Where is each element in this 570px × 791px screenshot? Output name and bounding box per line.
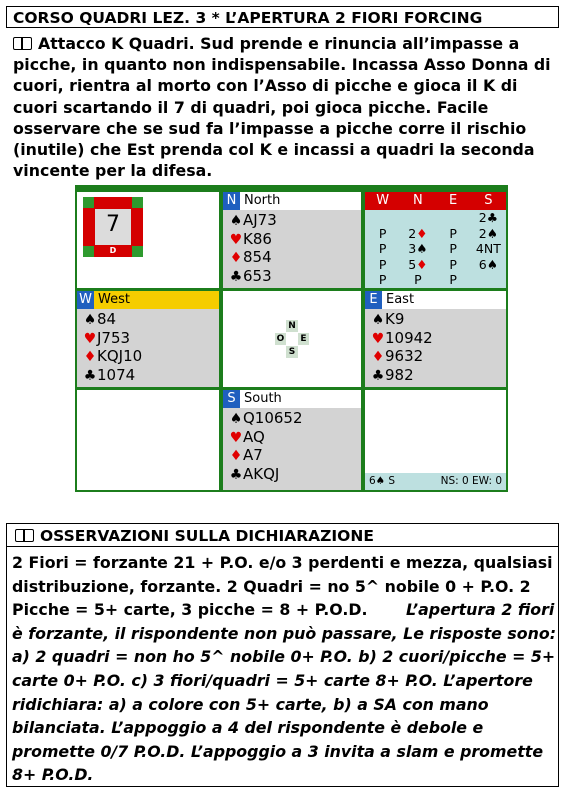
- play-description: [13, 33, 563, 181]
- west-hearts: ♥J753: [83, 328, 131, 347]
- north-seat-badge: N: [223, 192, 240, 210]
- bridge-board: [75, 185, 508, 492]
- east-hand: [365, 291, 506, 387]
- diamond-icon: ♦: [229, 448, 243, 464]
- south-clubs: ♣AKQJ: [229, 464, 280, 483]
- club-icon: ♣: [371, 367, 385, 384]
- west-spades: ♠84: [83, 310, 117, 328]
- heart-icon: ♥: [229, 429, 243, 446]
- bid-round: P 5♦ P 6♠: [378, 256, 498, 272]
- heart-icon: ♥: [371, 330, 385, 347]
- south-name: South: [244, 391, 282, 406]
- west-name: West: [98, 292, 130, 307]
- lesson-title: CORSO QUADRI LEZ. 3 * L’APERTURA 2 FIORI FORCING: [6, 6, 559, 28]
- observations-title-text: OSSERVAZIONI SULLA DICHIARAZIONE: [40, 527, 374, 545]
- north-hand: [223, 192, 361, 288]
- east-seat-badge: E: [365, 291, 382, 309]
- south-hand: [223, 390, 361, 490]
- table-center: [223, 291, 361, 387]
- heart-icon: ♥: [83, 330, 97, 347]
- south-spades: ♠Q10652: [229, 409, 303, 427]
- east-clubs: ♣982: [371, 365, 414, 384]
- observations-plain: 2 Fiori = forzante 21 + P.O. e/o 3 perdenti e mezza, qualsiasi distribuzione, forzante. 2 Quadri = no 5^ nobile 0 + P.O. 2 Picche = 5+ carte, 3 picche = 8 + P.O.D.: [12, 553, 553, 620]
- observations-title: [6, 523, 559, 547]
- book-icon: [13, 37, 32, 50]
- east-name: East: [386, 292, 415, 307]
- east-header: [365, 291, 506, 309]
- observations-text: [12, 551, 557, 787]
- dealer-marker: D: [109, 246, 117, 255]
- club-icon: ♣: [229, 466, 243, 483]
- west-seat-badge: W: [77, 291, 94, 309]
- north-clubs: ♣653: [229, 266, 272, 285]
- diamond-icon: ♦: [371, 349, 385, 365]
- east-spades: ♠K9: [371, 310, 405, 328]
- club-icon: ♣: [83, 367, 97, 384]
- vulnerability-badge: [83, 197, 143, 257]
- observations-italic: L’apertura 2 fiori è forzante, il rispondente non può passare, Le risposte sono: a) 2 quadri = non ho 5^ nobile 0+ P.O. b) 2 cuori/picche = 5+ carte 0+ P.O. c) 3 fiori/quadri = 5+ carte 8+ P.O. L’apertore ridichiara: a) a colore con 5+ carte, b) a SA con mano bilanciata. L’appoggio a 4 del rispondente è debole e promette 0/7 P.O.D. L’appoggio a 3 invita a slam e promette 8+ P.O.D.: [12, 600, 557, 785]
- score: NS: 0 EW: 0: [440, 475, 502, 487]
- south-hearts: ♥AQ: [229, 427, 265, 446]
- spade-icon: ♠: [229, 411, 243, 427]
- empty-cell: [77, 390, 219, 490]
- contract: 6♠ S: [369, 475, 396, 487]
- spade-icon: ♠: [229, 213, 243, 229]
- result-cell: [365, 390, 506, 490]
- play-description-text: Attacco K Quadri. Sud prende e rinuncia all’impasse a picche, in quanto non indispensabile. Incassa Asso Donna di cuori, rientra al morto con l’Asso di picche e gioca il K di cuori scartando il 7 di quadri, poi gioca picche. Facile osservare che se sud fa l’impasse a picche corre il rischio (inutile) che Est prenda col K e incassi a quadri la seconda vincente per la difesa.: [13, 34, 551, 181]
- bid-round: 2♣: [478, 210, 498, 225]
- board-number-cell: [77, 192, 219, 288]
- south-diamonds: ♦A7: [229, 446, 263, 464]
- south-header: [223, 390, 361, 408]
- north-hearts: ♥K86: [229, 229, 272, 248]
- north-name: North: [244, 193, 281, 208]
- board-number: 7: [106, 212, 120, 237]
- bid-round: P P P: [378, 272, 457, 288]
- contract-bar: [365, 473, 506, 490]
- bid-round: P 2♦ P 2♠: [378, 225, 498, 241]
- compass-icon: N O E S: [275, 320, 309, 358]
- diamond-icon: ♦: [83, 349, 97, 365]
- south-seat-badge: S: [223, 390, 240, 408]
- west-header: [77, 291, 219, 309]
- west-hand: [77, 291, 219, 387]
- spade-icon: ♠: [371, 312, 385, 328]
- north-header: [223, 192, 361, 210]
- club-icon: ♣: [229, 268, 243, 285]
- heart-icon: ♥: [229, 231, 243, 248]
- east-diamonds: ♦9632: [371, 347, 424, 365]
- bid-round: P 3♠ P 4NT: [378, 241, 501, 257]
- west-clubs: ♣1074: [83, 365, 136, 384]
- diamond-icon: ♦: [229, 250, 243, 266]
- bidding-box: [365, 192, 506, 288]
- west-diamonds: ♦KQJ10: [83, 347, 143, 365]
- north-spades: ♠AJ73: [229, 211, 277, 229]
- east-hearts: ♥10942: [371, 328, 433, 347]
- spade-icon: ♠: [83, 312, 97, 328]
- bidding-header: W N E S: [365, 192, 506, 210]
- book-icon: [15, 529, 34, 542]
- north-diamonds: ♦854: [229, 248, 272, 266]
